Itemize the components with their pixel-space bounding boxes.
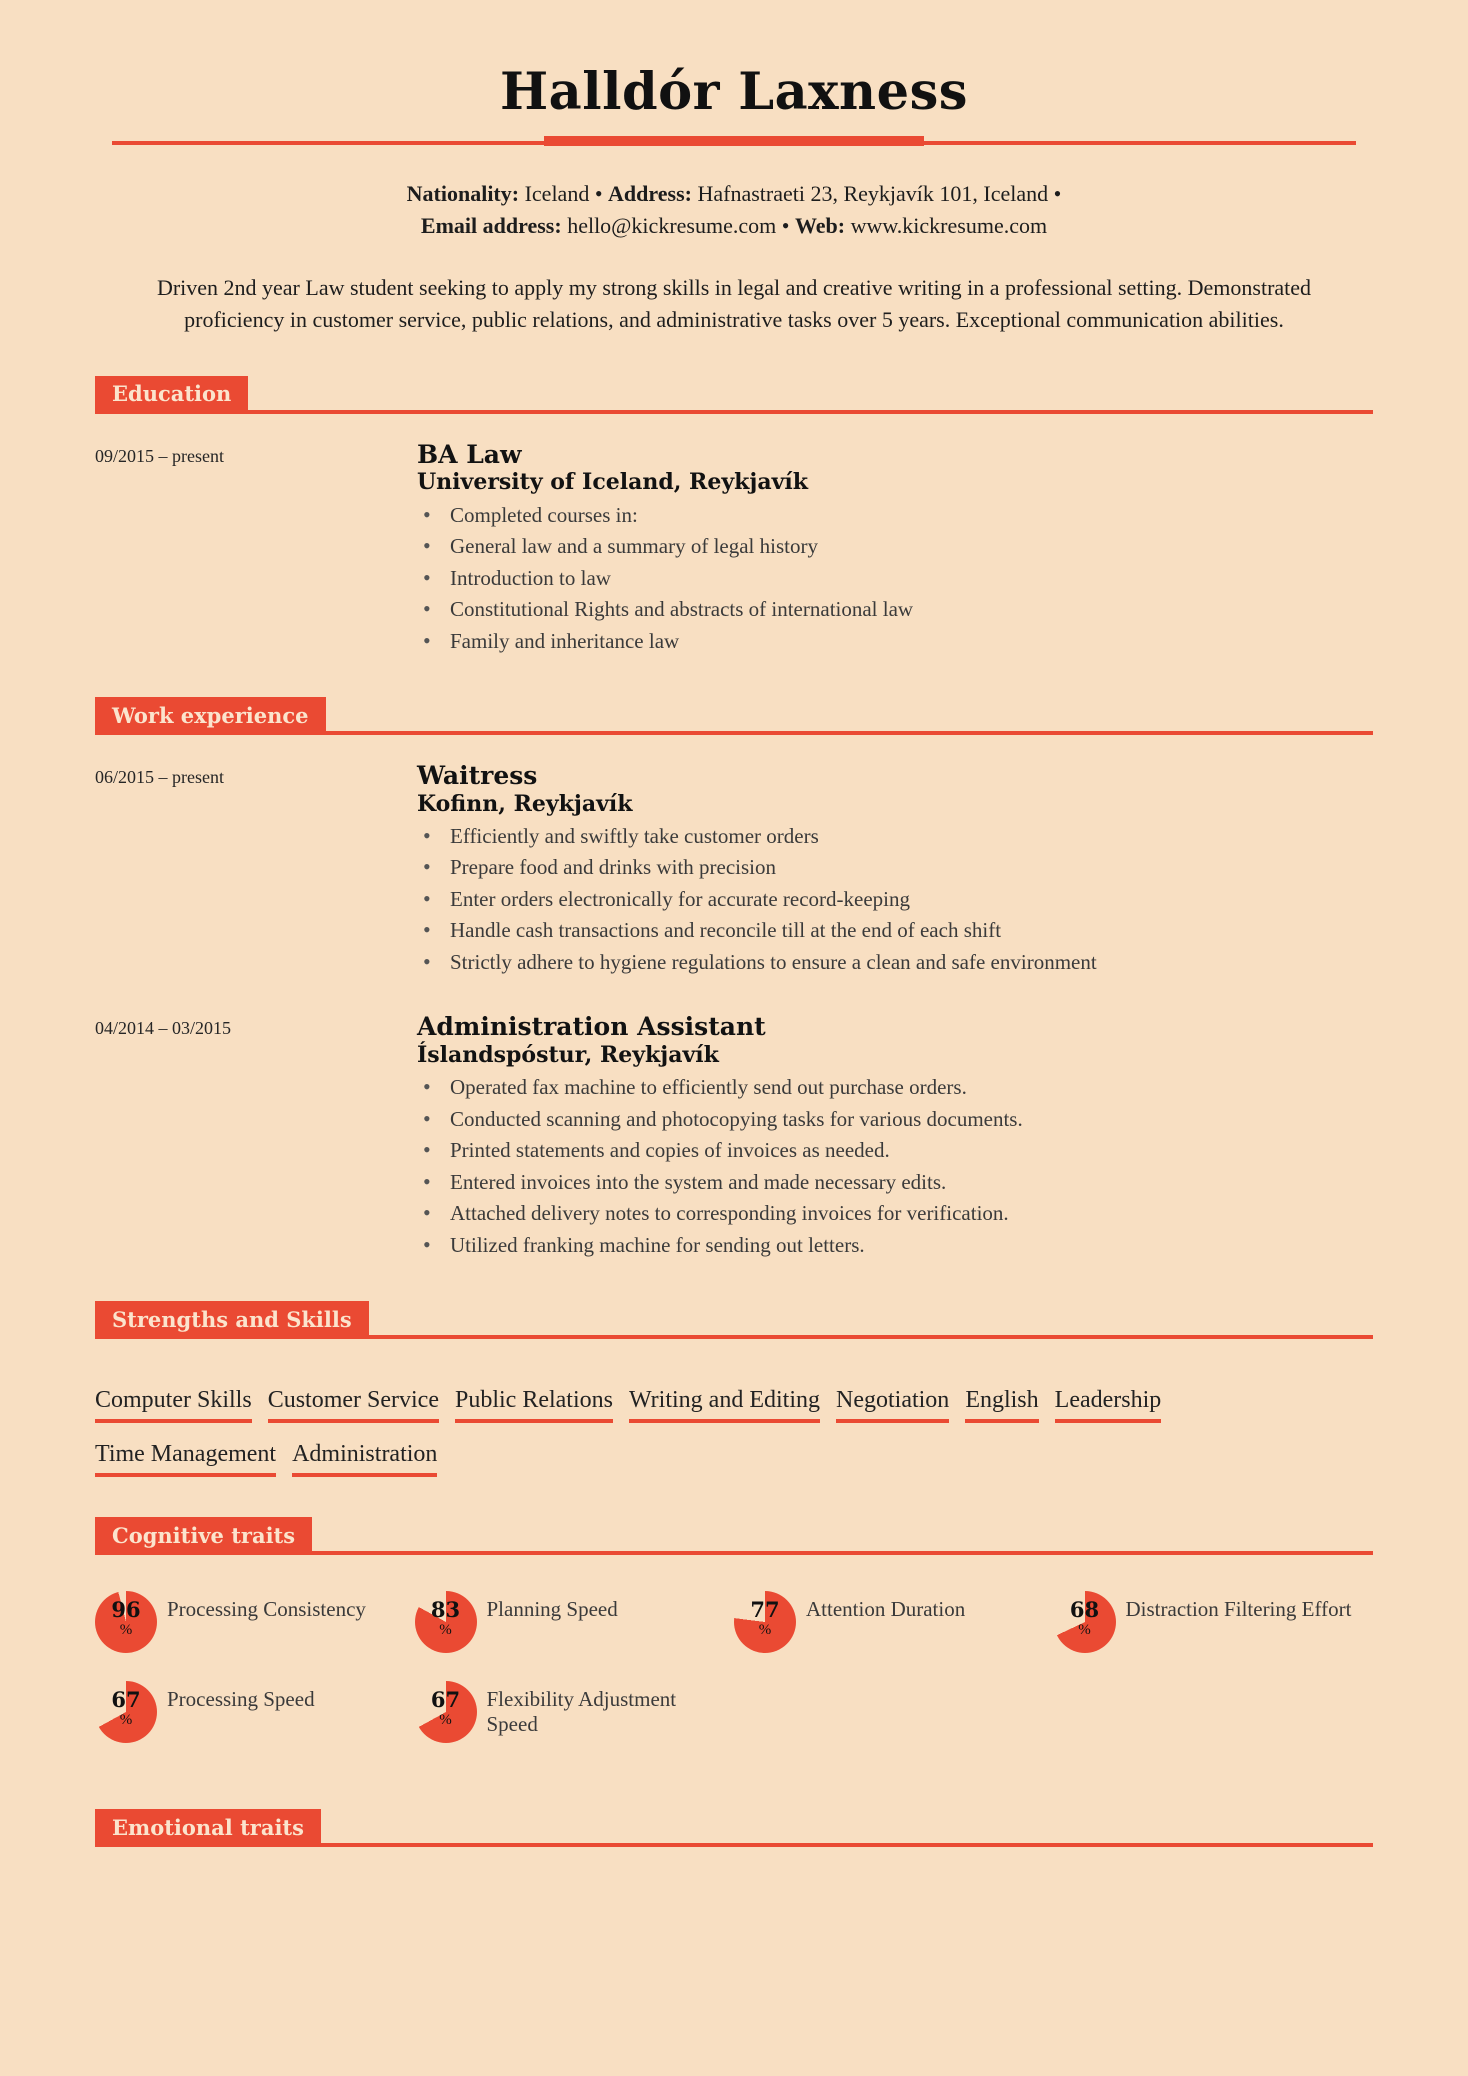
entry-body: [417, 440, 1373, 657]
entry-bullets: [417, 500, 1373, 658]
skills-list: [95, 1385, 1335, 1477]
list-item: • Strictly adhere to hygiene regulations to ensure a clean and safe environment: [417, 947, 1373, 979]
trait-item: [95, 1589, 415, 1661]
trait-label: Planning Speed: [486, 1597, 618, 1622]
skill-tag: Writing and Editing: [629, 1385, 820, 1423]
entry-organization: University of Iceland, Reykjavík: [417, 469, 808, 496]
section-header-cognitive: [95, 1517, 1373, 1555]
percent-symbol: %: [439, 1712, 452, 1729]
percent-symbol: %: [119, 1622, 133, 1639]
nationality-value: Iceland: [524, 181, 590, 207]
list-item: • Handle cash transactions and reconcile till at the end of each shift: [417, 915, 1373, 947]
trait-item: [1054, 1589, 1374, 1661]
list-item: • Constitutional Rights and abstracts of international law: [417, 594, 1373, 626]
section-title-work: Work experience: [95, 697, 326, 735]
percent-symbol: %: [758, 1622, 772, 1639]
skill-tag: Public Relations: [455, 1385, 613, 1423]
list-item: • General law and a summary of legal history: [417, 531, 1373, 563]
address-value: Hafnastraeti 23, Reykjavík 101, Iceland: [697, 181, 1049, 207]
entry-title: Waitress: [417, 761, 538, 791]
section-header-emotional: [95, 1809, 1373, 1847]
section-emotional-traits: [0, 1809, 1468, 1847]
profile-summary: Driven 2nd year Law student seeking to apply my strong skills in legal and creative writing in a professional setting. Demonstrated proficiency in customer service, public relations, and administrative tasks over 5 years. Exceptional communication abilities.: [156, 274, 1312, 332]
work-entry: [95, 1012, 1373, 1261]
contact-separator: •: [1053, 181, 1062, 207]
contact-line-2: [0, 210, 1468, 242]
address-label: Address:: [608, 181, 692, 207]
trait-label: Distraction Filtering Effort: [1125, 1597, 1352, 1622]
trait-value: 67: [430, 1687, 461, 1713]
percent-symbol: %: [119, 1712, 133, 1729]
trait-item: [734, 1589, 1054, 1661]
section-header-education: [95, 376, 1373, 414]
pie-chart-icon: [415, 1681, 477, 1743]
skill-tag: Administration: [292, 1439, 437, 1477]
trait-value: 77: [750, 1597, 780, 1623]
work-entry: [95, 761, 1373, 978]
trait-item: [95, 1679, 415, 1751]
web-value[interactable]: www.kickresume.com: [850, 212, 1048, 238]
trait-value: 68: [1069, 1597, 1100, 1623]
pie-chart-icon: [1054, 1591, 1116, 1653]
section-education: [0, 376, 1468, 657]
entry-bullets: [417, 1072, 1373, 1261]
trait-label: Attention Duration: [806, 1597, 966, 1622]
contact-separator: •: [594, 181, 603, 207]
trait-item: [415, 1679, 735, 1751]
trait-label: Processing Speed: [167, 1687, 315, 1712]
list-item: • Operated fax machine to efficiently send out purchase orders.: [417, 1072, 1373, 1104]
section-skills: [0, 1301, 1468, 1477]
section-title-education: Education: [95, 376, 248, 414]
list-item: • Completed courses in:: [417, 500, 1373, 532]
page-title: Halldór Laxness: [499, 62, 969, 122]
section-title-emotional: Emotional traits: [95, 1809, 321, 1847]
skill-tag: Computer Skills: [95, 1385, 252, 1423]
trait-label: Flexibility Adjustment Speed: [486, 1687, 677, 1737]
skill-tag: Time Management: [95, 1439, 276, 1477]
contact-block: [0, 178, 1468, 242]
list-item: • Prepare food and drinks with precision: [417, 852, 1373, 884]
email-label: Email address:: [420, 212, 562, 238]
list-item: • Utilized franking machine for sending out letters.: [417, 1230, 1373, 1262]
contact-line-1: [0, 178, 1468, 210]
section-title-skills: Strengths and Skills: [95, 1301, 369, 1339]
entry-title: BA Law: [417, 439, 522, 469]
resume-header: [0, 0, 1468, 336]
education-entries: [95, 440, 1373, 657]
web-label: Web:: [794, 212, 846, 238]
trait-value: 96: [111, 1597, 141, 1623]
entry-date: 04/2014 – 03/2015: [95, 1018, 232, 1039]
entry-body: [417, 1012, 1373, 1261]
section-cognitive-traits: [0, 1517, 1468, 1769]
skill-tag: Negotiation: [836, 1385, 949, 1423]
list-item: • Introduction to law: [417, 563, 1373, 595]
title-divider-thick: [544, 136, 924, 146]
percent-symbol: %: [439, 1622, 452, 1639]
work-entries: [95, 761, 1373, 1261]
entry-body: [417, 761, 1373, 978]
pie-chart-icon: [415, 1591, 477, 1653]
email-value[interactable]: hello@kickresume.com: [567, 212, 777, 238]
entry-date: 06/2015 – present: [95, 767, 224, 788]
skill-tag: Leadership: [1055, 1385, 1162, 1423]
entry-bullets: [417, 821, 1373, 979]
section-rule: [95, 410, 1373, 414]
section-work-experience: [0, 697, 1468, 1261]
list-item: • Family and inheritance law: [417, 626, 1373, 658]
section-header-work: [95, 697, 1373, 735]
nationality-label: Nationality:: [406, 181, 520, 207]
contact-separator: •: [781, 212, 790, 238]
trait-item: [415, 1589, 735, 1661]
section-header-skills: [95, 1301, 1373, 1339]
trait-value: 83: [430, 1597, 461, 1623]
section-title-cognitive: Cognitive traits: [95, 1517, 312, 1555]
list-item: • Attached delivery notes to corresponding invoices for verification.: [417, 1198, 1373, 1230]
trait-value: 67: [111, 1687, 141, 1713]
skill-tag: English: [965, 1385, 1038, 1423]
entry-organization: Kofinn, Reykjavík: [417, 790, 633, 817]
skill-tag: Customer Service: [268, 1385, 439, 1423]
list-item: • Entered invoices into the system and made necessary edits.: [417, 1167, 1373, 1199]
entry-title: Administration Assistant: [417, 1012, 766, 1042]
entry-date: 09/2015 – present: [95, 445, 224, 466]
list-item: • Enter orders electronically for accurate record-keeping: [417, 884, 1373, 916]
entry-organization: Íslandspóstur, Reykjavík: [417, 1041, 719, 1068]
list-item: • Efficiently and swiftly take customer orders: [417, 821, 1373, 853]
cognitive-traits-grid: [95, 1589, 1373, 1769]
list-item: • Conducted scanning and photocopying tasks for various documents.: [417, 1104, 1373, 1136]
pie-chart-icon: [734, 1591, 796, 1653]
pie-chart-icon: [95, 1591, 157, 1653]
title-divider: [112, 136, 1356, 148]
education-entry: [95, 440, 1373, 657]
percent-symbol: %: [1078, 1622, 1091, 1639]
trait-label: Processing Consistency: [167, 1597, 366, 1622]
pie-chart-icon: [95, 1681, 157, 1743]
list-item: • Printed statements and copies of invoices as needed.: [417, 1135, 1373, 1167]
